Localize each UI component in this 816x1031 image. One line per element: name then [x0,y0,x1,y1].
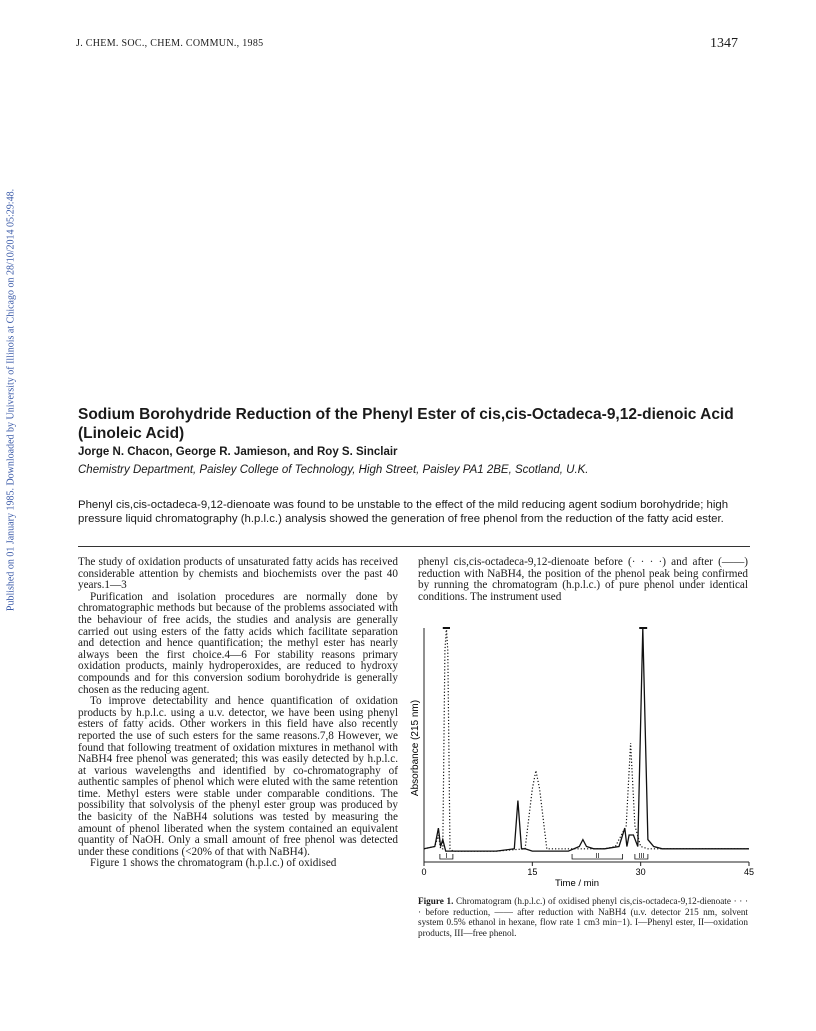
download-note [4,165,18,635]
body-paragraph: Purification and isolation procedures are normally done by chromatographic methods but because of the problems associated with the behaviour of free acids, the studies and analysis are generally carried out using esters of the fatty acids which facilitate separation and detection and hence quantification; the methyl ester has nearly always been the first choice.4—6 For stability reasons primary oxidation products, mainly hydroperoxides, are reduced to hydroxy compounds and for this conversion sodium borohydride is generally chosen as the reducing agent. [78,590,398,696]
y-axis-label: Absorbance (215 nm) [410,699,421,797]
page-number: 1347 [710,36,738,51]
body-paragraph: phenyl cis,cis-octadeca-9,12-dienoate before (· · · ·) and after (——) reduction with NaBH4, the position of the phenol peak being confirmed by running the chromatogram (h.p.l.c.) of pure phenol under identical conditions. The instrument used [418,556,748,603]
body-paragraph: The study of oxidation products of unsaturated fatty acids has received considerable attention by chemists and biochemists over the past 40 years.1—3 [78,556,398,592]
running-head: J. CHEM. SOC., CHEM. COMMUN., 1985 [76,38,264,49]
figure-caption [418,896,748,938]
after-reduction-trace [424,628,749,851]
chromatogram-figure [400,608,770,893]
abstract-divider [78,546,750,547]
right-column [418,557,748,603]
body-paragraph: Figure 1 shows the chromatogram (h.p.l.c.) of oxidised [90,857,337,870]
x-tick-label: 30 [635,867,646,877]
chart-plot [421,628,754,877]
x-tick-label: 0 [421,867,427,877]
x-axis-label: Time / min [555,878,599,889]
article-title: Sodium Borohydride Reduction of the Phenyl Ester of cis,cis-Octadeca-9,12-dienoic Acid (Linoleic Acid) [78,406,734,442]
peak-label: III [638,853,645,860]
caption-label: Figure 1. [418,896,454,906]
left-column [78,557,398,870]
before-reduction-trace [424,628,749,851]
x-tick-label: 15 [527,867,538,877]
body-paragraph: To improve detectability and hence quantification of oxidation products by h.p.l.c. using a u.v. detector, we have been using phenyl esters of fatty acids. Other workers in this field have also recently reported the use of such esters for the same reasons.7,8 However, we found that following treatment of oxidation mixtures in methanol with NaBH4 free phenol was generated; this was easily detected by h.p.l.c. at various wavelengths and identified by co-chromatography of authentic samples of phenol which were eluted with the same retention time. Methyl esters were stable under comparable conditions. The possibility that solvolysis of the phenyl ester group was produced by the basicity of the NaBH4 solutions was tested by measuring the amount of phenol liberated when the system contained an equivalent quantity of NaOH. Only a small amount of free phenol was detected under these conditions (<20% of that with NaBH4). [78,695,398,858]
article-affiliation: Chemistry Department, Paisley College of Technology, High Street, Paisley PA1 2BE, Scotland, U.K. [78,464,589,476]
article-abstract: Phenyl cis,cis-octadeca-9,12-dienoate was found to be unstable to the effect of the mild reducing agent sodium borohydride; high pressure liquid chromatography (h.p.l.c.) analysis showed the generation of free phenol from the reduction of the fatty acid ester. [78,499,729,525]
article-authors: Jorge N. Chacon, George R. Jamieson, and Roy S. Sinclair [78,446,398,458]
x-tick-label: 45 [743,867,755,877]
peak-label: II [595,853,600,860]
peak-label: I [445,853,448,860]
caption-text: Chromatogram (h.p.l.c.) of oxidised phenyl cis,cis-octadeca-9,12-dienoate · · · · before reduction, —— after reduction with NaBH4 (u.v. detector 215 nm, solvent system 0.5% ethanol in hexane, flow rate 1 cm3 min−1). I—Phenyl ester, II—oxidation products, III—free phenol. [418,896,749,938]
download-note-text: Published on 01 January 1985. Downloaded by University of Illinois at Chicago on 28/10/2014 05:29:48. [5,188,17,612]
